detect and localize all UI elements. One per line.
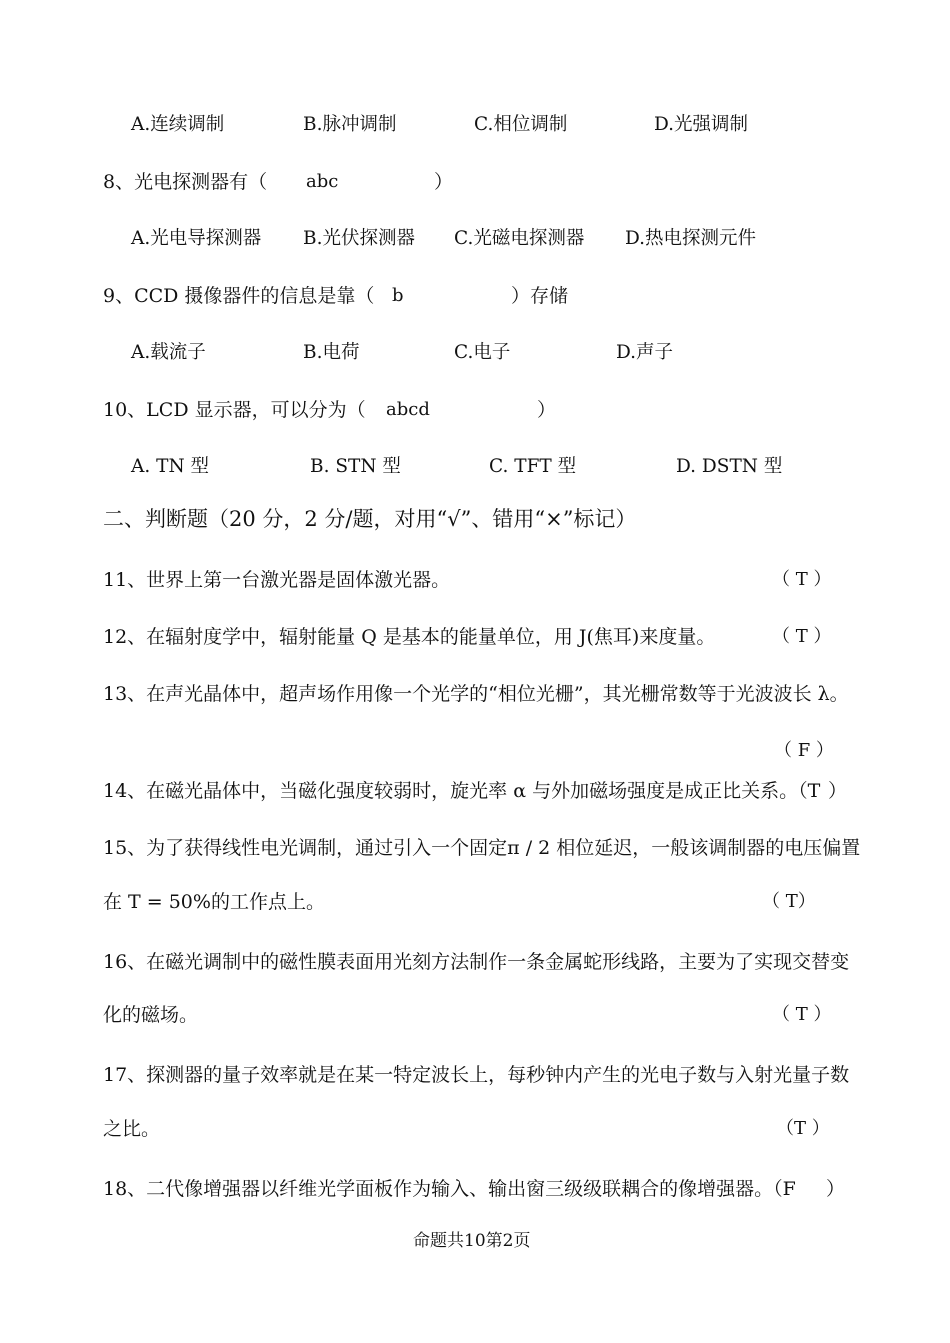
- q10-option-a: A. TN 型: [131, 456, 210, 477]
- q10-close: ）: [537, 399, 557, 421]
- q9-option-c: C.电子: [454, 342, 511, 363]
- q9-option-a: A.载流子: [131, 342, 206, 363]
- q7-option-b: B.脉冲调制: [303, 114, 397, 135]
- q9-option-b: B.电荷: [303, 342, 360, 363]
- q16-line-1: 16、在磁光调制中的磁性膜表面用光刻方法制作一条金属蛇形线路，主要为了实现交替变: [103, 951, 850, 973]
- q15-mark: （ T）: [762, 891, 816, 912]
- q9-answer: b: [392, 285, 404, 306]
- q8-close: ）: [434, 171, 454, 193]
- q10-option-b: B. STN 型: [310, 456, 401, 477]
- q13-mark: （ F ）: [774, 740, 834, 761]
- q8-stem: 8、光电探测器有（: [103, 171, 268, 193]
- q8-option-d: D.热电探测元件: [625, 228, 757, 249]
- q9-close: ）存储: [511, 285, 569, 307]
- q17-line-1: 17、探测器的量子效率就是在某一特定波长上，每秒钟内产生的光电子数与入射光量子数: [103, 1064, 850, 1086]
- q16-mark: （ T ）: [772, 1004, 832, 1025]
- q10-answer: abcd: [386, 399, 430, 420]
- q17-line-2: 之比。: [103, 1118, 161, 1140]
- q11-text: 11、世界上第一台激光器是固体激光器。: [103, 569, 451, 591]
- q13-text: 13、在声光晶体中，超声场作用像一个光学的“相位光栅”，其光栅常数等于光波波长 λ。: [103, 683, 849, 705]
- q12-mark: （ T ）: [772, 626, 832, 647]
- q12-text: 12、在辐射度学中，辐射能量 Q 是基本的能量单位，用 J(焦耳)来度量。: [103, 626, 716, 648]
- q7-option-d: D.光强调制: [654, 114, 749, 135]
- q15-line-2: 在 T = 50%的工作点上。: [103, 891, 325, 913]
- q14-close: ）: [828, 780, 848, 802]
- q8-option-a: A.光电导探测器: [131, 228, 262, 249]
- q7-option-c: C.相位调制: [474, 114, 568, 135]
- q15-line-1: 15、为了获得线性电光调制，通过引入一个固定π / 2 相位延迟，一般该调制器的电压偏置: [103, 837, 861, 859]
- q11-mark: （ T ）: [772, 569, 832, 590]
- q17-mark: （T ）: [776, 1118, 830, 1139]
- q10-option-d: D. DSTN 型: [676, 456, 783, 477]
- q9-option-d: D.声子: [616, 342, 674, 363]
- q10-stem: 10、LCD 显示器，可以分为（: [103, 399, 366, 421]
- section-2-heading: 二、判断题（20 分，2 分/题，对用“√”、错用“×”标记）: [103, 507, 637, 531]
- q8-answer: abc: [306, 171, 339, 192]
- q14-text: 14、在磁光晶体中，当磁化强度较弱时，旋光率 α 与外加磁场强度是成正比关系。（T: [103, 780, 821, 802]
- q16-line-2: 化的磁场。: [103, 1004, 199, 1026]
- q18-close: ）: [826, 1178, 846, 1200]
- q10-option-c: C. TFT 型: [489, 456, 577, 477]
- q18-text: 18、二代像增强器以纤维光学面板作为输入、输出窗三级级联耦合的像增强器。（F: [103, 1178, 796, 1200]
- q9-stem: 9、CCD 摄像器件的信息是靠（: [103, 285, 375, 307]
- q8-option-c: C.光磁电探测器: [454, 228, 585, 249]
- q7-option-a: A.连续调制: [131, 114, 225, 135]
- q8-option-b: B.光伏探测器: [303, 228, 415, 249]
- page-footer: 命题共10第2页: [413, 1231, 531, 1251]
